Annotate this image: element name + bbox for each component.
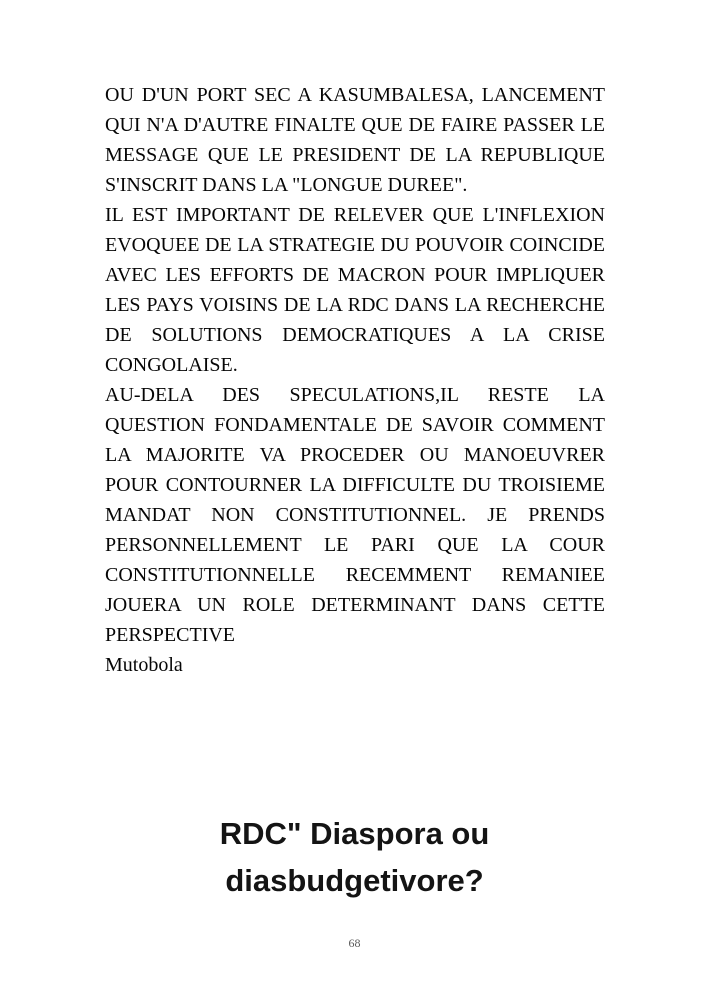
body-paragraph: IL EST IMPORTANT DE RELEVER QUE L'INFLEXION EVOQUEE DE LA STRATEGIE DU POUVOIR COINCIDE AVEC LES EFFORTS DE MACRON POUR IMPLIQUER LES PAYS VOISINS DE LA RDC DANS LA RECHERCHE DE SOLUTIONS DEMOCRATIQUES A LA CRISE CONGOLAISE. [105,204,605,376]
body-paragraph: OU D'UN PORT SEC A KASUMBALESA, LANCEMENT QUI N'A D'AUTRE FINALTE QUE DE FAIRE PASSER LE MESSAGE QUE LE PRESIDENT DE LA REPUBLIQUE S'INSCRIT DANS LA "LONGUE DUREE". [105,84,605,196]
chapter-heading-text: RDC" Diaspora ou diasbudgetivore? [219,816,490,898]
chapter-heading [0,810,709,904]
body-text [105,80,605,680]
page-number: 68 [348,936,361,950]
body-paragraph: AU-DELA DES SPECULATIONS,IL RESTE LA QUESTION FONDAMENTALE DE SAVOIR COMMENT LA MAJORITE VA PROCEDER OU MANOEUVRER POUR CONTOURNER LA DIFFICULTE DU TROISIEME MANDAT NON CONSTITUTIONNEL. JE PRENDS PERSONNELLEMENT LE PARI QUE LA COUR CONSTITUTIONNELLE RECEMMENT REMANIEE JOUERA UN ROLE DETERMINANT DANS CETTE PERSPECTIVE [105,384,605,646]
author-signature: Mutobola [105,654,183,676]
